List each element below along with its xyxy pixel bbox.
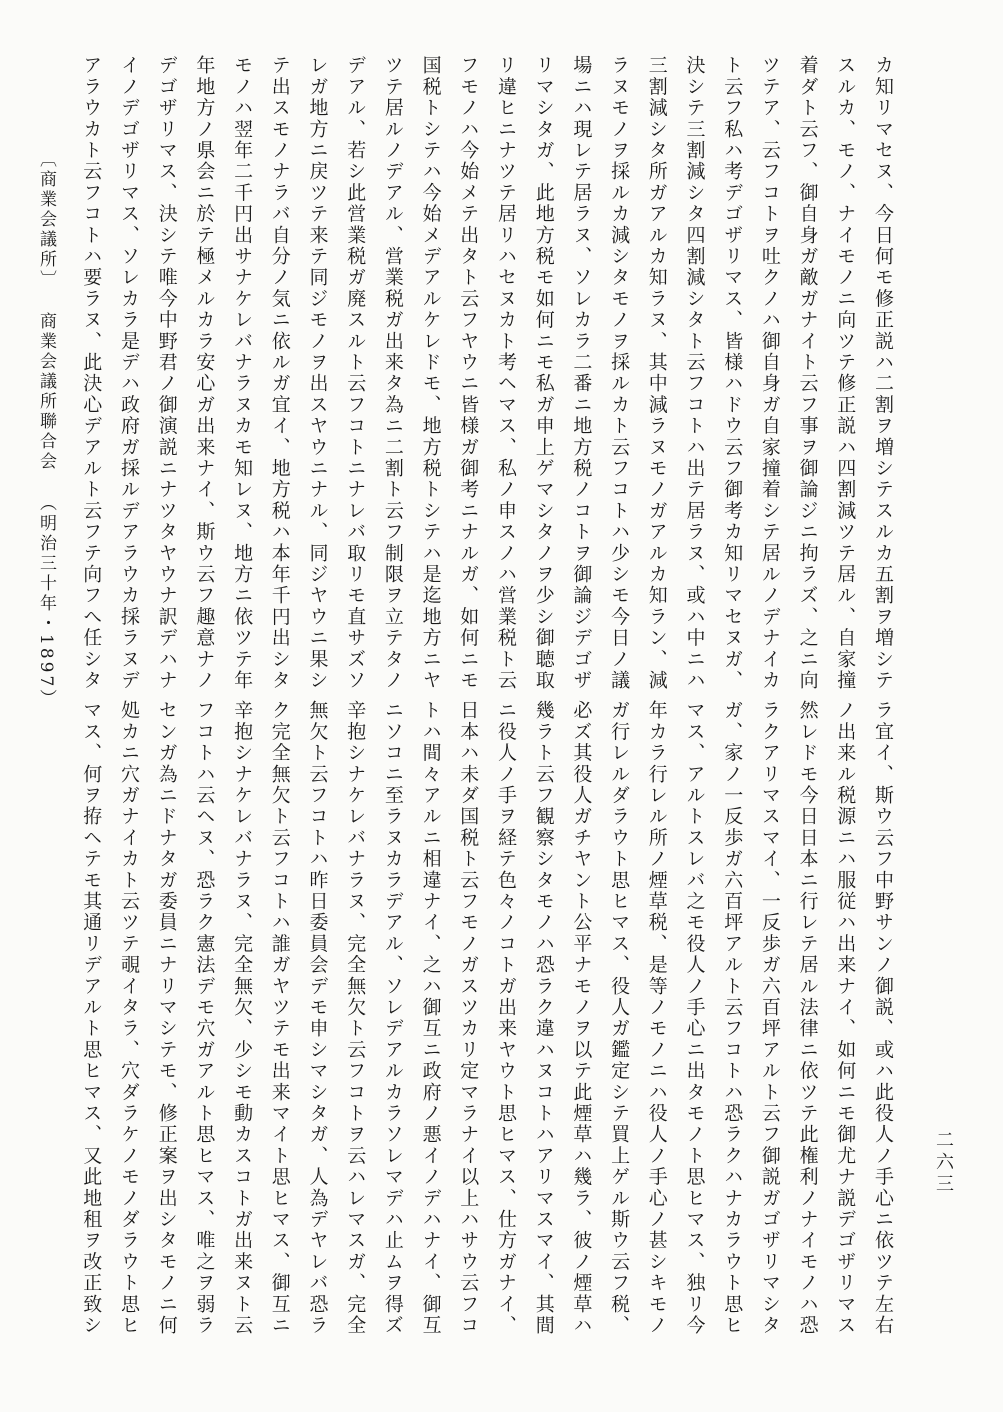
- text-line: モノハ翌年二千円出サナケレバナラヌカモ知レヌ、地方ニ依ツテ年: [231, 55, 254, 691]
- text-line: デゴザリマス、決シテ唯今中野君ノ御演説ニナツタヤウナ訳デハナ: [155, 55, 178, 691]
- text-line: 幾ラト云フ観察シタモノハ恐ラク違ハヌコトハアリマスマイ、其間: [532, 700, 555, 1336]
- text-line: ク完全無欠ト云フコトハ誰ガヤツテモ出来マイト思ヒマス、御互ニ: [268, 700, 291, 1336]
- text-line: 無欠ト云フコトハ昨日委員会デモ申シマシタガ、人為デヤレバ恐ラ: [306, 700, 329, 1336]
- text-line: スルカ、モノ、ナイモノニ向ツテ修正説ハ四割減ツテ居ル、自家撞: [834, 55, 857, 691]
- text-line: カ知リマセヌ、今日何モ修正説ハ二割ヲ増シテスルカ五割ヲ増シテ: [872, 55, 894, 691]
- text-line: リ違ヒニナツテ居リハセヌカト考ヘマス、私ノ申スノハ営業税ト云: [495, 55, 517, 691]
- text-line: テ出スモノナラバ自分ノ気ニ依ルガ宜イ、地方税ハ本年千円出シタ: [268, 55, 291, 691]
- text-line: ツテア、云フコトヲ吐クノハ御自身ガ自家撞着シテ居ルノデナイカ: [758, 55, 781, 691]
- text-line: 場ニハ現レテ居ラヌ、ソレカラ二番ニ地方税ノコトヲ御論ジデゴザ: [570, 55, 593, 691]
- text-line: マス、何ヲ拵ヘテモ其通リデアルト思ヒマス、又此地租ヲ改正致シ: [80, 700, 103, 1336]
- text-line: ガ、家ノ一反歩ガ六百坪アルト云フコトハ恐ラクハナカラウト思ヒ: [721, 700, 744, 1336]
- text-line: リマシタガ、此地方税モ如何ニモ私ガ申上ゲマシタノヲ少シ御聴取: [532, 55, 555, 691]
- running-head-date: （明治三十年・1897）: [36, 494, 56, 710]
- text-line: マス、アルトスレバ之モ役人ノ手心ニ出タモノト思ヒマス、独リ今: [683, 700, 706, 1336]
- text-line: 然レドモ今日日本ニ行レテ居ル法律ニ依ツテ此権利ノナイモノハ恐: [796, 700, 819, 1336]
- text-line: 日本ハ未ダ国税ト云フモノガスツカリ定マラナイ以上ハサウ云フコ: [457, 700, 480, 1336]
- running-head: [34, 150, 59, 709]
- text-line: トハ間々アルニ相違ナイ、之ハ御互ニ政府ノ悪イノデハナイ、御互: [419, 700, 442, 1336]
- text-line: ニ役人ノ手ヲ経テ色々ノコトガ出来ヤウト思ヒマス、仕方ガナイ、: [495, 700, 517, 1336]
- text-line: 辛抱シナケレバナラヌ、完全無欠ト云フコトヲ云ハレマスガ、完全: [344, 700, 367, 1336]
- text-line: 国税トシテハ今始メデアルケレドモ、地方税トシテハ是迄地方ニヤ: [419, 55, 442, 691]
- text-line: センガ為ニドナタガ委員ニナリマシテモ、修正案ヲ出シタモノニ何: [155, 700, 178, 1336]
- text-line: デアル、若シ此営業税ガ廃スルト云フコトニナレバ取リモ直サズソ: [344, 55, 367, 691]
- text-line: イノデゴザリマス、ソレカラ是デハ政府ガ採ルデアラウカ採ラヌデ: [118, 55, 140, 691]
- text-line: レガ地方ニ戻ツテ来テ同ジモノヲ出スヤウニナル、同ジヤウニ果シ: [306, 55, 329, 691]
- text-line: 処カニ穴ガナイカト云ツテ覗イタラ、穴ダラケノモノダラウト思ヒ: [118, 700, 140, 1336]
- text-line: 三割減シタ所ガアルカ知ラヌ、其中減ラヌモノガアルカ知ラン、減: [645, 55, 668, 691]
- text-line: ラ宜イ、斯ウ云フ中野サンノ御説、或ハ此役人ノ手心ニ依ツテ左右: [872, 700, 894, 1336]
- text-line: 年カラ行レル所ノ煙草税、是等ノモノニハ役人ノ手心ノ甚シキモノ: [645, 700, 668, 1336]
- text-line: フモノハ今始メテ出タト云フヤウニ皆様ガ御考ニナルガ、如何ニモ: [457, 55, 480, 691]
- text-line: ト云フ私ハ考デゴザリマス、皆様ハドウ云フ御考カ知リマセヌガ、: [721, 55, 744, 691]
- text-line: フコトハ云ヘヌ、恐ラク憲法デモ穴ガアルト思ヒマス、唯之ヲ弱ラ: [193, 700, 216, 1336]
- running-head-org: 商業会議所聯合会: [36, 312, 56, 472]
- text-line: ラクアリマスマイ、一反歩ガ六百坪アルト云フ御説ガゴザリマシタ: [758, 700, 781, 1336]
- text-line: ガ行レルダラウト思ヒマス、役人ガ鑑定シテ買上ゲル斯ウ云フ税、: [608, 700, 631, 1336]
- text-line: 年地方ノ県会ニ於テ極メルカラ安心ガ出来ナイ、斯ウ云フ趣意ナノ: [193, 55, 216, 691]
- text-line: ニソコニ至ラヌカラデアル、ソレデアルカラソレマデハ止ムヲ得ズ: [381, 700, 404, 1336]
- running-head-bracket: 〔商業会議所〕: [36, 150, 56, 290]
- text-line: 辛抱シナケレバナラヌ、完全無欠、少シモ動カスコトガ出来ヌト云: [231, 700, 254, 1336]
- text-line: ラヌモノヲ採ルカ減シタモノヲ採ルカト云フコトハ少シモ今日ノ議: [608, 55, 631, 691]
- text-line: アラウカト云フコトハ要ラヌ、此決心デアルト云フテ向フへ任シタ: [80, 55, 103, 691]
- text-line: 必ズ其役人ガチヤント公平ナモノヲ以テ此煙草ハ幾ラ、彼ノ煙草ハ: [570, 700, 593, 1337]
- text-line: ツテ居ルノデアル、営業税ガ出来タ為ニ二割ト云フ制限ヲ立テタノ: [381, 55, 404, 691]
- text-line: 着ダト云フ、御自身ガ敵ガナイト云フ事ヲ御論ジニ拘ラズ、之ニ向: [796, 55, 819, 691]
- text-line: 決シテ三割減シタ四割減シタト云フコトハ出テ居ラヌ、或ハ中ニハ: [683, 55, 706, 691]
- text-line: ノ出来ル税源ニハ服従ハ出来ナイ、如何ニモ御尤ナ説デゴザリマス: [834, 700, 857, 1336]
- page-number: 二六三: [933, 1130, 954, 1196]
